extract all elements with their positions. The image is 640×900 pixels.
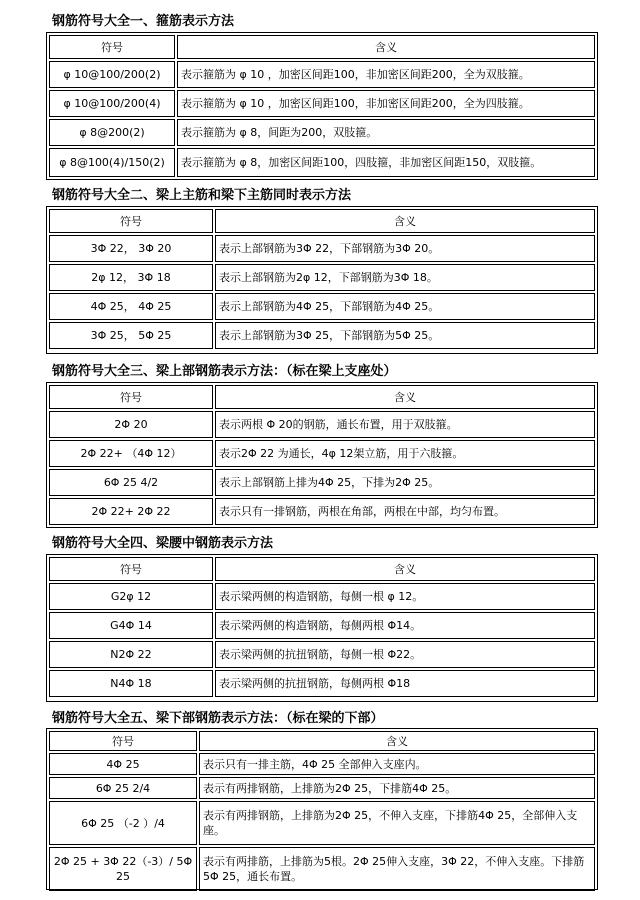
symbol-cell: 3Φ 25， 5Φ 25: [49, 322, 213, 349]
symbol-cell: 2Φ 22+ （4Φ 12）: [49, 440, 213, 467]
table-row: [49, 322, 595, 349]
meaning-cell: 表示两根 Φ 20的钢筋，通长布置，用于双肢箍。: [215, 411, 595, 438]
symbol-cell: φ 8@200(2): [49, 119, 175, 146]
meaning-cell: 表示上部钢筋上排为4Φ 25，下排为2Φ 25。: [215, 469, 595, 496]
table-row: [49, 264, 595, 291]
symbol-cell: φ 8@100(4)/150(2): [49, 148, 175, 177]
symbol-cell: N4Φ 18: [49, 670, 213, 697]
symbol-cell: 6Φ 25 4/2: [49, 469, 213, 496]
table-header-row: [49, 731, 595, 751]
header-meaning: 含义: [215, 385, 595, 409]
table-row: [49, 148, 595, 177]
table-header-row: [49, 209, 595, 233]
section-title: 钢筋符号大全一、箍筋表示方法: [52, 14, 235, 29]
table-row: [49, 235, 595, 262]
symbol-table: [46, 382, 598, 528]
meaning-cell: 表示2Φ 22 为通长，4φ 12架立筋，用于六肢箍。: [215, 440, 595, 467]
table-row: [49, 641, 595, 668]
header-meaning: 含义: [177, 35, 595, 59]
meaning-cell: 表示上部钢筋为3Φ 22，下部钢筋为3Φ 20。: [215, 235, 595, 262]
symbol-cell: 2Φ 20: [49, 411, 213, 438]
symbol-cell: 2Φ 22+ 2Φ 22: [49, 498, 213, 525]
section-title: 钢筋符号大全五、梁下部钢筋表示方法：（标在梁的下部）: [52, 711, 384, 726]
symbol-cell: φ 10@100/200(4): [49, 90, 175, 117]
meaning-cell: 表示箍筋为 φ 8，加密区间距100，四肢箍，非加密区间距150，双肢箍。: [177, 148, 595, 177]
table-row: [49, 777, 595, 799]
table-row: [49, 612, 595, 639]
table-row: [49, 583, 595, 610]
section-title: 钢筋符号大全四、梁腰中钢筋表示方法: [52, 536, 274, 551]
symbol-cell: 2Φ 25 + 3Φ 22（-3）/ 5Φ 25: [49, 847, 197, 891]
table-row: [49, 61, 595, 88]
symbol-cell: 3Φ 22， 3Φ 20: [49, 235, 213, 262]
symbol-cell: φ 10@100/200(2): [49, 61, 175, 88]
symbol-table: [46, 32, 598, 180]
symbol-cell: N2Φ 22: [49, 641, 213, 668]
meaning-cell: 表示梁两侧的构造钢筋，每侧两根 Φ14。: [215, 612, 595, 639]
table-row: [49, 119, 595, 146]
table-row: [49, 411, 595, 438]
symbol-cell: 6Φ 25 2/4: [49, 777, 197, 799]
meaning-cell: 表示上部钢筋为4Φ 25，下部钢筋为4Φ 25。: [215, 293, 595, 320]
symbol-cell: 4Φ 25， 4Φ 25: [49, 293, 213, 320]
meaning-cell: 表示只有一排主筋，4Φ 25 全部伸入支座内。: [199, 753, 595, 775]
symbol-cell: G4Φ 14: [49, 612, 213, 639]
meaning-cell: 表示梁两侧的构造钢筋，每侧一根 φ 12。: [215, 583, 595, 610]
table-row: [49, 469, 595, 496]
table-row: [49, 498, 595, 525]
symbol-cell: 2φ 12， 3Φ 18: [49, 264, 213, 291]
meaning-cell: 表示箍筋为 φ 8，间距为200，双肢箍。: [177, 119, 595, 146]
table-row: [49, 90, 595, 117]
header-meaning: 含义: [215, 557, 595, 581]
table-header-row: [49, 35, 595, 59]
table-row: [49, 440, 595, 467]
meaning-cell: 表示只有一排钢筋，两根在角部，两根在中部，均匀布置。: [215, 498, 595, 525]
meaning-cell: 表示上部钢筋为3Φ 25，下部钢筋为5Φ 25。: [215, 322, 595, 349]
symbol-table: [46, 554, 598, 702]
meaning-cell: 表示箍筋为 φ 10 ，加密区间距100，非加密区间距200，全为四肢箍。: [177, 90, 595, 117]
symbol-cell: 6Φ 25 （-2 ）/4: [49, 801, 197, 845]
table-header-row: [49, 557, 595, 581]
symbol-cell: G2φ 12: [49, 583, 213, 610]
table-row: [49, 753, 595, 775]
header-symbol: 符号: [49, 731, 197, 751]
meaning-cell: 表示有两排筋，上排筋为5根。2Φ 25伸入支座，3Φ 22，不伸入支座。下排筋 5Φ 25，通长布置。: [199, 847, 595, 891]
symbol-table: [46, 206, 598, 354]
header-symbol: 符号: [49, 385, 213, 409]
meaning-cell: 表示梁两侧的抗扭钢筋，每侧两根 Φ18: [215, 670, 595, 697]
meaning-cell: 表示上部钢筋为2φ 12，下部钢筋为3Φ 18。: [215, 264, 595, 291]
meaning-cell: 表示梁两侧的抗扭钢筋，每侧一根 Φ22。: [215, 641, 595, 668]
table-row: [49, 670, 595, 697]
header-symbol: 符号: [49, 557, 213, 581]
table-row: [49, 847, 595, 891]
table-row: [49, 293, 595, 320]
header-symbol: 符号: [49, 35, 175, 59]
symbol-table: [46, 728, 598, 890]
table-header-row: [49, 385, 595, 409]
section-title: 钢筋符号大全二、梁上主筋和梁下主筋同时表示方法: [52, 188, 352, 203]
meaning-cell: 表示有两排钢筋，上排筋为2Φ 25，下排筋4Φ 25。: [199, 777, 595, 799]
header-symbol: 符号: [49, 209, 213, 233]
symbol-cell: 4Φ 25: [49, 753, 197, 775]
header-meaning: 含义: [215, 209, 595, 233]
meaning-cell: 表示有两排钢筋，上排筋为2Φ 25，不伸入支座，下排筋4Φ 25，全部伸入支座。: [199, 801, 595, 845]
meaning-cell: 表示箍筋为 φ 10 ，加密区间距100，非加密区间距200，全为双肢箍。: [177, 61, 595, 88]
header-meaning: 含义: [199, 731, 595, 751]
section-title: 钢筋符号大全三、梁上部钢筋表示方法：（标在梁上支座处）: [52, 364, 397, 379]
table-row: [49, 801, 595, 845]
